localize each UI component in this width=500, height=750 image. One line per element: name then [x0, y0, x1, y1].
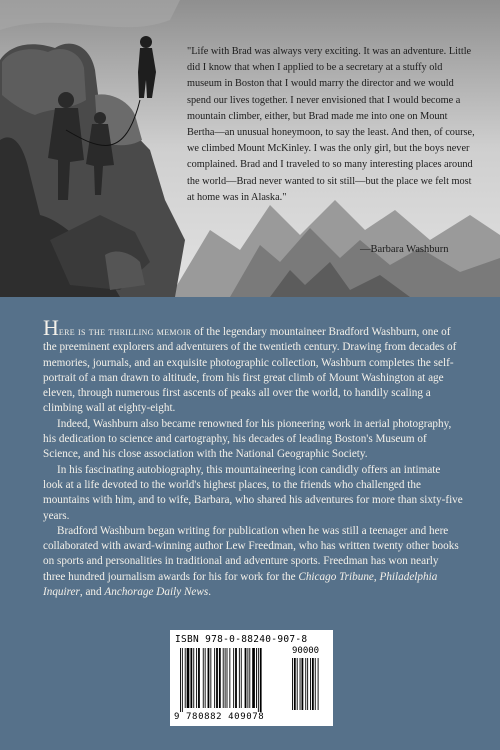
isbn-barcode — [170, 630, 333, 726]
barcode-bar — [233, 648, 234, 708]
price-code: 90000 — [292, 646, 320, 656]
barcode-bar — [245, 648, 247, 708]
barcode-bar — [241, 648, 242, 708]
ean-number: 9 780882 409078 — [174, 712, 265, 722]
barcode-bar — [239, 648, 240, 708]
barcode-bar — [258, 648, 259, 712]
addon-bar — [318, 658, 319, 710]
quote-attribution: —Barbara Washburn — [360, 244, 449, 255]
addon-bar — [300, 658, 301, 710]
quote-text: "Life with Brad was always very exciting. It was an adventure. Little did I know that when I applied to be a secretary at a stuffy old museum in Boston that I would marry the director and we would spend our lives together. I never envisioned that I would become a mountain climber, either, but Brad made me into one on Mount Bertha—an unusual honeymoon, to say the least. And then, of course, we climbed Mount McKinley. I was the only girl, but the boys never complained. Brad and I traveled to so many interesting places around the world—Brad never wanted to sit still—but the place we felt most at home was in Alaska." — [187, 46, 475, 203]
paragraph-4-text: Bradford Washburn began writing for publication when he was still a teenager and here collaborated with award-winning author Lew Freedman, who has written twenty other books on sports and personalities in traditional and adventure sports. Freedman has won nearly three hundred journalism awards for his for work for the — [43, 524, 459, 583]
barcode-bar — [193, 648, 194, 708]
separator: , and — [79, 586, 105, 599]
barcode-bar — [260, 648, 262, 712]
addon-bar — [302, 658, 304, 710]
barcode-bar — [180, 648, 181, 712]
paragraph-1-text: of the legendary mountaineer Bradford Washburn, one of the preeminent explorers and adventurers of the twentieth century. Drawing from decades of memories, journals, and an exquisite photographic collection, Washburn completes the self-portrait of a man drawn to altitude, from his first great climb of Mount Washington at age eleven, through numerous first ascents of peaks all over the world, to handily scaling a climbing wall at eighty-eight. — [43, 326, 457, 415]
description-paragraph-1 — [43, 315, 463, 417]
barcode-bar — [210, 648, 211, 708]
addon-bar — [312, 658, 314, 710]
isbn-number: ISBN 978-0-88240-907-8 — [175, 634, 308, 645]
barcode-bar — [223, 648, 224, 708]
addon-bar — [294, 658, 296, 710]
book-description — [43, 315, 463, 600]
barcode-bar — [235, 648, 237, 708]
publication-chicago-tribune: Chicago Tribune — [298, 570, 374, 583]
barcode-bar — [227, 648, 228, 708]
description-paragraph-2: Indeed, Washburn also became renowned for his pioneering work in aerial photography, his dedication to science and cartography, his decades of leading Boston's Museum of Science, and his close association with the National Geographic Society. — [43, 417, 452, 461]
barcode-bar — [229, 648, 230, 708]
publication-philadelphia-inquirer: Philadelphia Inquirer — [43, 570, 438, 599]
barcode-bar — [249, 648, 250, 708]
barcode-bar — [219, 648, 221, 708]
barcode-bar — [216, 648, 218, 708]
barcode-bar — [187, 648, 190, 708]
barcode-bar — [190, 648, 192, 708]
barcode-bar — [205, 648, 206, 708]
addon-bar — [305, 658, 306, 710]
description-paragraph-3: In his fascinating autobiography, this mountaineering icon candidly offers an intimate look at a life devoted to the world's highest places, to the friends who challenged the mountains with him, and to wife, Barbara, who shared his adventures for more than sixty-five years. — [43, 463, 463, 522]
barcode-bar — [256, 648, 257, 708]
addon-bar — [297, 658, 298, 710]
barcode-bar — [225, 648, 226, 708]
publication-anchorage-daily-news: Anchorage Daily News — [104, 586, 209, 599]
addon-bar — [310, 658, 311, 710]
lead-smallcaps: ere is the thrilling memoir — [58, 326, 192, 338]
barcode-bar — [247, 648, 248, 708]
description-paragraph-4 — [43, 524, 463, 600]
barcode-bar — [182, 648, 183, 712]
barcode-bar — [214, 648, 215, 708]
period: . — [208, 586, 211, 599]
addon-bar — [307, 658, 308, 710]
barcode-bar — [252, 648, 255, 708]
barcode-bar — [198, 648, 200, 708]
barcode-bar — [196, 648, 197, 708]
separator: , — [373, 570, 380, 583]
addon-bar — [315, 658, 316, 710]
addon-bar — [292, 658, 293, 710]
barcode-bar — [208, 648, 210, 708]
barcode-bar — [185, 648, 186, 708]
drop-cap: H — [43, 315, 59, 340]
barcode-bar — [203, 648, 204, 708]
